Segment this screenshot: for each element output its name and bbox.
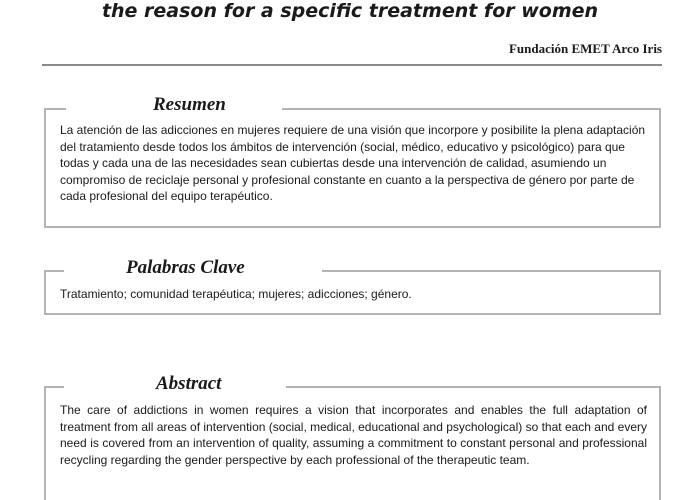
resumen-heading: Resumen bbox=[153, 94, 226, 115]
page-title: the reason for a specific treatment for women bbox=[101, 0, 599, 22]
abstract-box bbox=[44, 373, 661, 500]
header-divider bbox=[42, 64, 662, 66]
box-top-edge bbox=[44, 386, 64, 388]
palabras-clave-heading: Palabras Clave bbox=[126, 257, 245, 278]
box-top-edge bbox=[322, 270, 661, 272]
box-top-edge bbox=[44, 108, 66, 110]
box-top-edge bbox=[282, 108, 661, 110]
box-top-edge bbox=[286, 386, 661, 388]
resumen-text: La atención de las adicciones en mujeres requiere de una visión que incorpore y posibilite la plena adaptación del tratamiento desde todos los ámbitos de intervención (social, médico, educativo y psicológico) para que todas y cada una de las necesidades sean cubiertas desde una intervención de calidad, asumiendo un compromiso de reciclaje personal y profesional constante en cuanto a la perspectiva de género por parte de cada profesional del equipo terapéutico. bbox=[60, 123, 646, 203]
author-affiliation: Fundación EMET Arco Iris bbox=[508, 41, 662, 56]
palabras-clave-text: Tratamiento; comunidad terapéutica; mujeres; adicciones; género. bbox=[60, 287, 412, 301]
abstract-text: The care of addictions in women requires a vision that incorporates and enables the full adaptation of treatment from all areas of intervention (social, medical, educational and psychological) so that each and every need is covered from an intervention of quality, assuming a commitment to constant personal and professional recycling regarding the gender perspective by each professional of the therapeutic team. bbox=[60, 403, 647, 467]
box-top-edge bbox=[44, 270, 64, 272]
resumen-box bbox=[44, 94, 661, 228]
palabras-clave-box bbox=[44, 257, 661, 315]
abstract-heading: Abstract bbox=[156, 373, 222, 394]
